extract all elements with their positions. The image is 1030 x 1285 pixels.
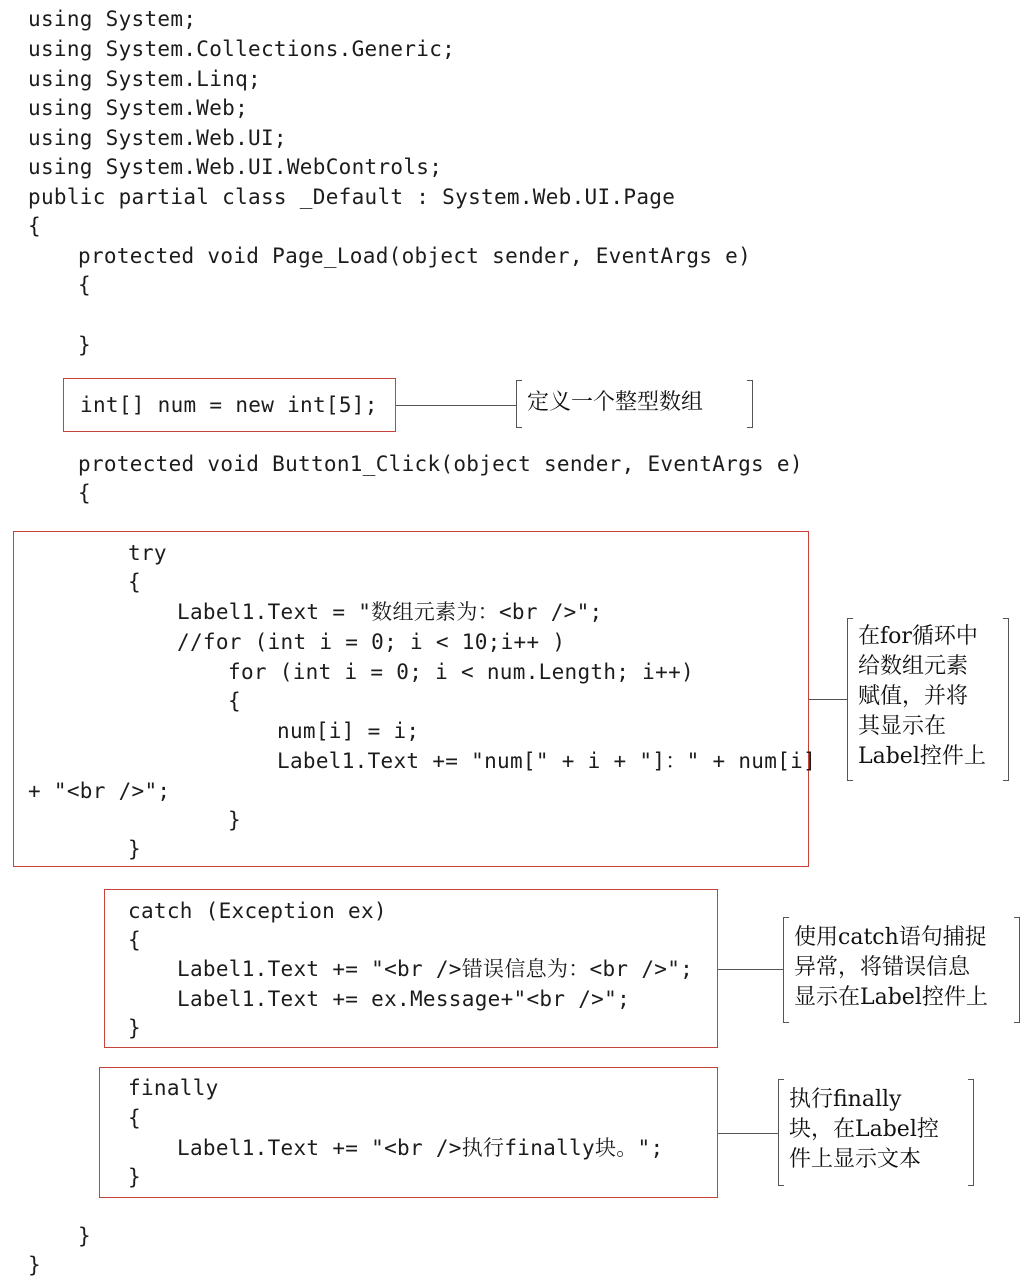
annotation-try-line-2: 给数组元素: [858, 654, 969, 679]
try-line-5: Label1.Text += "num[" + i + "]：" + num[i]: [277, 749, 817, 773]
try-line-4: num[i] = i;: [277, 719, 420, 743]
annotation-finally-line-3: 件上显示文本: [789, 1147, 922, 1172]
catch-connector: [718, 969, 783, 970]
try-line-2: //for (int i = 0; i < 10;i++ ): [177, 630, 566, 654]
finally-close-brace: }: [128, 1165, 141, 1189]
try-connector: [809, 699, 847, 700]
try-line-1: Label1.Text = "数组元素为：<br />";: [177, 600, 603, 624]
try-open-brace: {: [128, 570, 141, 594]
annotation-finally-line-1: 执行finally: [789, 1087, 902, 1112]
annotation-try: [847, 618, 1009, 781]
try-keyword: try: [128, 541, 167, 565]
page-load-close-brace: }: [78, 333, 91, 357]
finally-line-1: Label1.Text += "<br />执行finally块。";: [177, 1136, 664, 1160]
annotation-finally: [778, 1079, 974, 1186]
annotation-catch-line-2: 异常，将错误信息: [794, 955, 971, 980]
annotation-catch: [783, 917, 1020, 1023]
finally-connector: [718, 1133, 778, 1134]
annotation-array-line: 定义一个整型数组: [527, 390, 704, 415]
annotation-try-line-3: 赋值，并将: [858, 684, 969, 709]
code-line-using-2: using System.Collections.Generic;: [28, 37, 456, 61]
page-load-signature: protected void Page_Load(object sender, EventArgs e): [78, 244, 752, 268]
array-declaration: int[] num = new int[5];: [80, 393, 378, 417]
array-connector: [396, 405, 516, 406]
annotation-try-line-1: 在for循环中: [858, 624, 978, 649]
code-line-using-5: using System.Web.UI;: [28, 126, 287, 150]
code-line-using-3: using System.Linq;: [28, 67, 261, 91]
annotation-try-line-5: Label控件上: [858, 744, 986, 769]
catch-open-brace: {: [128, 928, 141, 952]
class-open-brace: {: [28, 214, 41, 238]
catch-line-1: Label1.Text += "<br />错误信息为：<br />";: [177, 957, 694, 981]
button-click-close-brace: }: [78, 1224, 91, 1248]
annotation-array: [516, 380, 753, 428]
catch-close-brace: }: [128, 1016, 141, 1040]
catch-line-2: Label1.Text += ex.Message+"<br />";: [177, 987, 631, 1011]
try-line-3: for (int i = 0; i < num.Length; i++): [228, 660, 694, 684]
code-line-using-4: using System.Web;: [28, 96, 249, 120]
try-line-6: + "<br />";: [28, 779, 171, 803]
try-close-brace: }: [128, 837, 141, 861]
code-line-using-6: using System.Web.UI.WebControls;: [28, 155, 443, 179]
annotation-catch-line-3: 显示在Label控件上: [794, 985, 988, 1010]
finally-keyword: finally: [128, 1076, 219, 1100]
class-declaration: public partial class _Default : System.Web.UI.Page: [28, 185, 676, 209]
try-inner-open-brace: {: [228, 689, 241, 713]
annotation-try-line-4: 其显示在: [858, 714, 947, 739]
annotation-finally-line-2: 块，在Label控: [789, 1117, 939, 1142]
button-click-signature: protected void Button1_Click(object sender, EventArgs e): [78, 452, 803, 476]
class-close-brace: }: [28, 1253, 41, 1277]
try-inner-close-brace: }: [228, 808, 241, 832]
page-load-open-brace: {: [78, 273, 91, 297]
button-click-open-brace: {: [78, 481, 91, 505]
catch-keyword: catch (Exception ex): [128, 899, 387, 923]
annotation-catch-line-1: 使用catch语句捕捉: [794, 925, 987, 950]
finally-open-brace: {: [128, 1106, 141, 1130]
code-line-using-1: using System;: [28, 7, 197, 31]
